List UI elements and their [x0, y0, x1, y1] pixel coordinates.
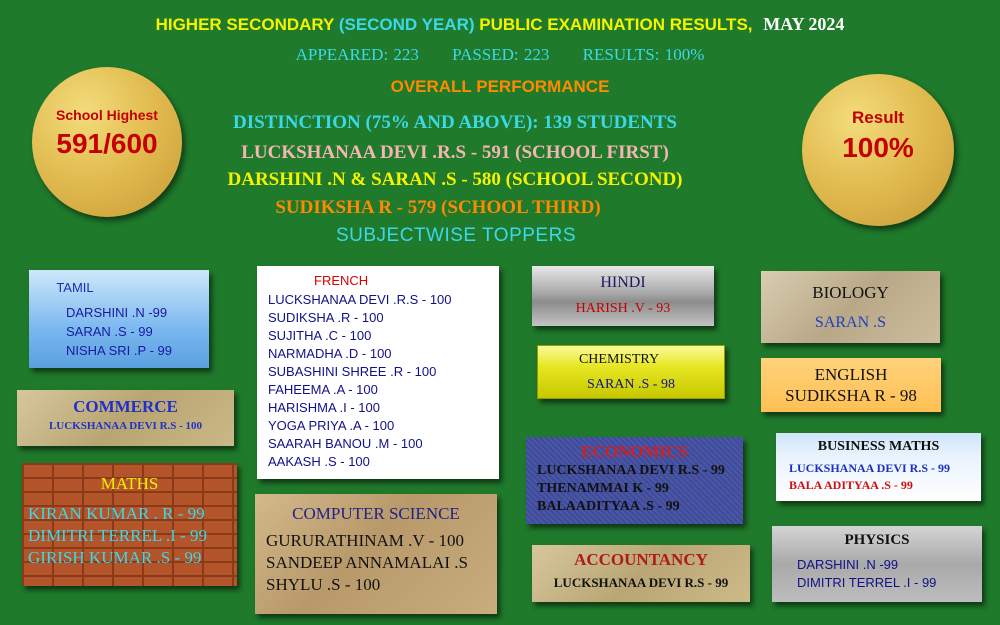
- school-second-line: DARSHINI .N & SARAN .S - 580 (SCHOOL SECOND): [227, 169, 683, 190]
- physics-card: [772, 526, 982, 602]
- appeared-count: APPEARED: 223: [295, 45, 419, 64]
- computer-science-card: [255, 494, 497, 614]
- school-highest-badge: [32, 67, 182, 217]
- physics-topper: DIMITRI TERREL .I - 99: [797, 575, 937, 590]
- biology-card: [761, 271, 940, 343]
- french-topper: LUCKSHANAA DEVI .R.S - 100: [268, 292, 452, 307]
- computer-science-topper: SANDEEP ANNAMALAI .S: [266, 553, 468, 572]
- accountancy-card: [532, 545, 750, 602]
- biology-title: BIOLOGY: [812, 283, 889, 302]
- computer-science-title: COMPUTER SCIENCE: [292, 504, 460, 523]
- business-maths-title: BUSINESS MATHS: [817, 439, 940, 454]
- french-topper: AAKASH .S - 100: [268, 454, 370, 469]
- tamil-topper: DARSHINI .N -99: [66, 305, 168, 320]
- maths-topper: KIRAN KUMAR . R - 99: [28, 504, 205, 523]
- title-part3: PUBLIC EXAMINATION RESULTS,: [474, 15, 753, 34]
- tamil-title: TAMIL: [56, 280, 94, 295]
- economics-topper: THENAMMAI K - 99: [537, 481, 669, 496]
- tamil-topper: SARAN .S - 99: [66, 324, 153, 339]
- french-topper: NARMADHA .D - 100: [268, 346, 392, 361]
- french-card: [257, 266, 499, 479]
- french-topper: SUJITHA .C - 100: [268, 328, 372, 343]
- school-third-line: SUDIKSHA R - 579 (SCHOOL THIRD): [275, 197, 601, 218]
- results-title: [0, 14, 1000, 35]
- physics-title: PHYSICS: [844, 532, 910, 548]
- economics-title: ECONOMICS: [581, 442, 688, 461]
- business-maths-topper: BALA ADITYAA .S - 99: [789, 478, 913, 492]
- result-label: Result: [852, 108, 904, 127]
- chemistry-topper: SARAN .S - 98: [587, 377, 675, 392]
- results-percent: RESULTS: 100%: [582, 45, 705, 64]
- business-maths-card: [776, 433, 981, 501]
- subjectwise-toppers-heading: SUBJECTWISE TOPPERS: [335, 225, 576, 246]
- french-topper: FAHEEMA .A - 100: [268, 382, 378, 397]
- english-card: [761, 358, 941, 412]
- computer-science-topper: SHYLU .S - 100: [266, 575, 381, 594]
- commerce-title: COMMERCE: [73, 397, 178, 416]
- distinction-line: DISTINCTION (75% AND ABOVE): 139 STUDENTS: [233, 112, 677, 133]
- maths-title: MATHS: [100, 474, 159, 493]
- school-first-line: LUCKSHANAA DEVI .R.S - 591 (SCHOOL FIRST): [241, 142, 669, 163]
- school-highest-label: School Highest: [56, 107, 158, 123]
- economics-card: [526, 437, 743, 524]
- french-topper: YOGA PRIYA .A - 100: [268, 418, 395, 433]
- maths-topper: GIRISH KUMAR .S - 99: [28, 548, 202, 567]
- accountancy-topper: LUCKSHANAA DEVI R.S - 99: [553, 575, 729, 590]
- business-maths-topper: LUCKSHANAA DEVI R.S - 99: [789, 461, 951, 475]
- french-topper: HARISHMA .I - 100: [268, 400, 380, 415]
- biology-topper: SARAN .S: [814, 314, 887, 331]
- french-title: FRENCH: [314, 273, 369, 288]
- passed-count: PASSED: 223: [452, 45, 550, 64]
- hindi-title: HINDI: [600, 274, 646, 291]
- commerce-topper: LUCKSHANAA DEVI R.S - 100: [48, 420, 203, 432]
- chemistry-title: CHEMISTRY: [578, 352, 660, 367]
- result-badge: [802, 74, 954, 226]
- english-title: ENGLISH: [814, 365, 888, 384]
- result-value: 100%: [842, 132, 914, 163]
- commerce-card: [17, 390, 234, 446]
- maths-topper: DIMITRI TERREL .I - 99: [28, 526, 207, 545]
- title-part2: (SECOND YEAR): [338, 15, 475, 34]
- chemistry-card: [537, 345, 725, 399]
- economics-topper: LUCKSHANAA DEVI R.S - 99: [537, 463, 725, 478]
- tamil-card: [29, 270, 209, 368]
- school-highest-value: 591/600: [56, 128, 158, 159]
- maths-card: [22, 463, 237, 586]
- economics-topper: BALAADITYAA .S - 99: [537, 499, 680, 514]
- overall-performance-heading: OVERALL PERFORMANCE: [390, 77, 610, 96]
- computer-science-topper: GURURATHINAM .V - 100: [266, 531, 465, 550]
- title-date: MAY 2024: [763, 14, 845, 34]
- english-topper: SUDIKSHA R - 98: [785, 386, 917, 405]
- french-topper: SUBASHINI SHREE .R - 100: [268, 364, 437, 379]
- stats-line: [0, 45, 1000, 65]
- hindi-card: [532, 266, 714, 326]
- tamil-topper: NISHA SRI .P - 99: [66, 343, 172, 358]
- physics-topper: DARSHINI .N -99: [797, 557, 899, 572]
- accountancy-title: ACCOUNTANCY: [574, 550, 708, 569]
- hindi-topper: HARISH .V - 93: [575, 301, 671, 316]
- title-part1: HIGHER SECONDARY: [155, 15, 339, 34]
- french-topper: SAARAH BANOU .M - 100: [268, 436, 423, 451]
- french-topper: SUDIKSHA .R - 100: [268, 310, 384, 325]
